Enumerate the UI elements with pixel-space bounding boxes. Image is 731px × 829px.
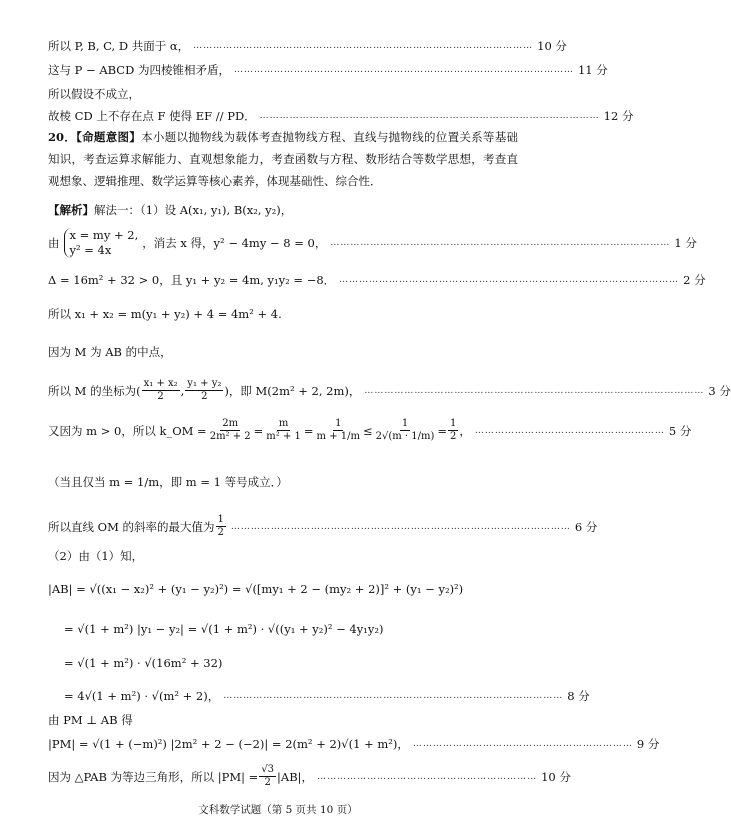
line-text: 所以 x₁ + x₂ = m(y₁ + y₂) + 4 = 4m² + 4.: [48, 307, 282, 321]
line-text: （当且仅当 m = 1/m，即 m = 1 等号成立．）: [48, 475, 288, 489]
dot-leader: …………………………………………………………………………………………: [259, 111, 600, 121]
fraction: $\frac{1}{2√(m \cdot 1/m)}$: [375, 418, 435, 442]
dot-leader: …………………………………………………………………………………………: [339, 275, 680, 285]
dot-leader: …………………………………………………………………………………………: [364, 385, 705, 396]
score-label: 2 分: [683, 273, 706, 287]
dot-leader: …………………………………………………………………………………………: [330, 238, 671, 248]
score-label: 5 分: [668, 423, 692, 438]
fraction: $\frac{\text{y₁ + y₂}}{2}$: [187, 378, 222, 402]
solution-line-4: [48, 306, 514, 322]
line-text: 因为 M 为 AB 的中点，: [48, 345, 172, 359]
score-label: 9 分: [636, 737, 660, 751]
solution-line-3: [48, 272, 706, 288]
line-text: Δ = 16m² + 32 > 0，且 y₁ + y₂ = 4m, y₁y₂ = −8．: [48, 273, 336, 287]
line-text: = √(1 + m²) |y₁ − y₂| = √(1 + m²) · √((y₁ + y₂)² − 4y₁y₂): [64, 622, 384, 636]
dot-leader: …………………………………………………………………………………………: [233, 65, 574, 75]
proof-line-1: [48, 38, 567, 54]
line-text: 由: [48, 236, 60, 250]
fraction: $\frac{m}{\text{m² + 1}}$: [266, 418, 301, 442]
system-eq-1: x = my + 2,: [69, 228, 139, 242]
score-label: 1 分: [674, 236, 697, 250]
fraction: $\frac{\text{x₁ + x₂}}{2}$: [143, 378, 178, 402]
dot-leader: …………………………………………………………………………………………: [223, 691, 564, 701]
question-20-intro: [48, 126, 518, 192]
fraction: $\frac{2m}{\text{2m² + 2}}$: [209, 418, 251, 442]
intent-tag: 【命题意图】: [76, 130, 142, 144]
solution-line-17: [48, 764, 571, 789]
question-number: 20．: [48, 130, 77, 144]
line-text: = 4√(1 + m²) · √(m² + 2)，: [64, 689, 220, 703]
dot-leader: …………………………………………………………: [317, 771, 538, 782]
dot-leader: …………………………………………………………………………………………: [193, 41, 534, 51]
solution-line-8: [48, 474, 514, 490]
solution-line-1: [48, 202, 514, 218]
solution-line-13: [64, 656, 530, 670]
fraction: $\frac{1}{2}$: [217, 514, 224, 538]
solution-line-16: [48, 736, 660, 752]
system-eq-2: y² = 4x: [69, 243, 112, 257]
fraction: $\frac{√3}{2}$: [261, 764, 275, 788]
score-label: 10 分: [537, 39, 567, 53]
dot-leader: …………………………………………………………………………………………: [230, 521, 571, 532]
line-text: 又因为 m > 0，所以 k_OM =: [48, 423, 207, 438]
page-footer: 文科数学试题（第 5 页共 10 页）: [198, 804, 358, 816]
proof-line-2: [48, 62, 608, 78]
line-text: |AB|，: [277, 769, 314, 784]
equation-system: [64, 228, 139, 258]
line-text: 因为 △PAB 为等边三角形，所以 |PM| =: [48, 769, 259, 784]
line-text: |AB| = √((x₁ − x₂)² + (y₁ − y₂)²) = √([my₁ + 2 − (my₂ + 2)]² + (y₁ − y₂)²): [48, 582, 464, 596]
dot-leader: …………………………………………………………: [412, 739, 633, 749]
line-text: 解法一：（1）设 A(x₁, y₁), B(x₂, y₂)，: [94, 203, 293, 217]
line-text: 所以 P, B, C, D 共面于 α，: [48, 39, 190, 53]
line-text: 所以假设不成立，: [48, 87, 140, 101]
solution-line-2: [48, 228, 697, 258]
score-label: 12 分: [603, 109, 634, 123]
fraction: $\frac{1}{2}$: [450, 418, 457, 442]
line-text: = √(1 + m²) · √(16m² + 32): [64, 656, 223, 670]
solution-line-14: [64, 688, 590, 704]
score-label: 11 分: [577, 63, 608, 77]
line-text: （2）由（1）知，: [48, 549, 144, 563]
solution-line-9: [48, 514, 598, 539]
dot-leader: …………………………………………………: [474, 425, 665, 436]
solution-line-7: 又因为 m > 0，所以 k_OM = $\frac{2m}{\text{2m² + 2}}$ = $\frac{m}{\text{m² + 1}}$ = $\frac{1}{m + 1/m}$ ≤ $\frac{1}{2√(m \cdot 1/m)}$ = $\frac{1}{2}$ ， ………………………………………………… 5 分: [48, 418, 692, 442]
solution-line-15: [48, 712, 514, 728]
solution-line-11: [48, 582, 514, 596]
solution-line-12: [64, 622, 530, 636]
line-text: ，即 M(2m² + 2, 2m)，: [228, 383, 361, 398]
line-text: 所以 M 的坐标为: [48, 383, 137, 398]
line-text: 所以直线 OM 的斜率的最大值为: [48, 519, 215, 534]
score-label: 10 分: [541, 769, 571, 784]
proof-line-3: [48, 86, 514, 102]
analysis-tag: 【解析】: [48, 203, 94, 217]
intent-text: 本小题以抛物线为载体考查抛物线方程、直线与抛物线的位置关系等基础知识，考查运算求解能力、直观想象能力，考查函数与方程、数形结合等数学思想，考查直观想象、逻辑推理、数学运算等核心素养，体现基础性、综合性．: [48, 130, 519, 188]
line-text: |PM| = √(1 + (−m)²) |2m² + 2 − (−2)| = 2(m² + 2)√(1 + m²)，: [48, 737, 409, 751]
proof-line-4: [48, 108, 634, 124]
score-label: 3 分: [708, 383, 731, 398]
line-text: ，消去 x 得，y² − 4my − 8 = 0，: [142, 236, 327, 250]
score-label: 8 分: [567, 689, 590, 703]
score-label: 6 分: [574, 519, 598, 534]
solution-line-10: [48, 548, 514, 564]
line-text: 故棱 CD 上不存在点 F 使得 EF // PD．: [48, 109, 256, 123]
fraction: $\frac{1}{m + 1/m}$: [316, 418, 360, 442]
line-text: 由 PM ⊥ AB 得: [48, 713, 133, 727]
solution-line-5: [48, 344, 514, 360]
line-text: 这与 P − ABCD 为四棱锥相矛盾，: [48, 63, 230, 77]
solution-line-6: 所以 M 的坐标为 ( $\frac{\text{x₁ + x₂}}{2}$ , $\frac{\text{y₁ + y₂}}{2}$ ) ，即 M(2m² + 2, 2m)， ………………………………………………………………………………………… 3 分: [48, 378, 731, 402]
